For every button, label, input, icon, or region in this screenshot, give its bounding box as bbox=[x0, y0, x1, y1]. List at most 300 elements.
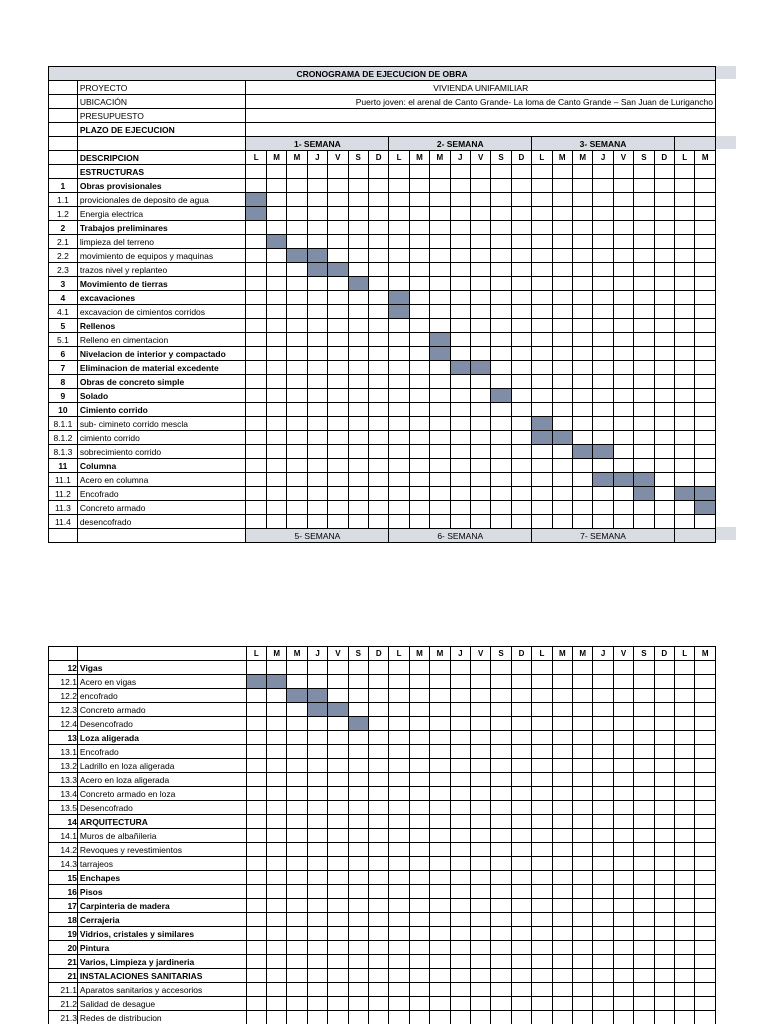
day-cell bbox=[674, 459, 694, 473]
task-description: ARQUITECTURA bbox=[77, 815, 246, 829]
day-cell bbox=[430, 361, 450, 375]
description-header: DESCRIPCION bbox=[77, 151, 246, 165]
day-cell bbox=[573, 927, 593, 941]
day-cell bbox=[532, 277, 552, 291]
day-cell bbox=[287, 787, 307, 801]
day-cell bbox=[368, 459, 388, 473]
day-cell bbox=[470, 473, 490, 487]
day-cell bbox=[593, 689, 613, 703]
day-cell bbox=[266, 487, 286, 501]
day-cell bbox=[654, 787, 674, 801]
day-cell bbox=[471, 885, 491, 899]
day-cell bbox=[654, 347, 674, 361]
day-cell bbox=[409, 319, 429, 333]
day-cell bbox=[287, 179, 307, 193]
day-cell bbox=[654, 983, 674, 997]
task-description: Concreto armado bbox=[77, 501, 246, 515]
day-cell bbox=[674, 871, 694, 885]
day-cell bbox=[246, 417, 266, 431]
day-cell bbox=[348, 745, 368, 759]
day-cell bbox=[266, 305, 286, 319]
day-cell bbox=[593, 165, 613, 179]
day-cell bbox=[307, 731, 327, 745]
day-cell bbox=[613, 745, 633, 759]
task-number: 8.1.3 bbox=[49, 445, 78, 459]
day-cell bbox=[287, 745, 307, 759]
task-number: 5.1 bbox=[49, 333, 78, 347]
task-row bbox=[49, 969, 716, 983]
day-cell bbox=[511, 375, 531, 389]
day-cell bbox=[674, 375, 694, 389]
day-cell bbox=[572, 515, 592, 529]
day-cell bbox=[369, 1011, 389, 1024]
day-cell bbox=[532, 787, 552, 801]
day-cell bbox=[368, 207, 388, 221]
day-cell bbox=[552, 745, 572, 759]
day-cell bbox=[409, 899, 429, 913]
task-number: 21.1 bbox=[49, 983, 78, 997]
day-cell bbox=[511, 661, 531, 675]
day-cell bbox=[287, 193, 307, 207]
task-row bbox=[49, 417, 716, 431]
day-cell bbox=[552, 843, 572, 857]
gantt-bar-cell bbox=[389, 305, 409, 319]
day-cell bbox=[430, 969, 450, 983]
day-cell bbox=[674, 829, 694, 843]
day-cell bbox=[654, 773, 674, 787]
day-cell bbox=[246, 501, 266, 515]
day-cell bbox=[307, 941, 327, 955]
day-cell bbox=[593, 885, 613, 899]
day-cell bbox=[328, 675, 348, 689]
gantt-bar-cell bbox=[634, 487, 654, 501]
day-cell bbox=[572, 473, 592, 487]
project-label: PROYECTO bbox=[77, 81, 246, 95]
title-row-overflow bbox=[716, 66, 736, 79]
day-cell bbox=[369, 731, 389, 745]
day-cell bbox=[674, 801, 694, 815]
day-cell bbox=[552, 885, 572, 899]
task-row bbox=[49, 1011, 716, 1024]
day-cell bbox=[552, 473, 572, 487]
week-3-header: 3- SEMANA bbox=[532, 137, 675, 151]
day-cell bbox=[654, 431, 674, 445]
day-cell bbox=[287, 983, 307, 997]
day-cell bbox=[613, 403, 633, 417]
day-cell bbox=[287, 235, 307, 249]
day-cell bbox=[389, 459, 409, 473]
day-cell bbox=[389, 843, 409, 857]
day-cell bbox=[532, 1011, 552, 1024]
day-cell bbox=[634, 459, 654, 473]
day-cell bbox=[348, 165, 368, 179]
day-cell bbox=[634, 899, 654, 913]
day-cell bbox=[409, 913, 429, 927]
day-cell bbox=[348, 361, 368, 375]
day-cell bbox=[532, 305, 552, 319]
day-cell bbox=[348, 445, 368, 459]
day-cell bbox=[593, 871, 613, 885]
day-cell bbox=[430, 473, 450, 487]
day-cell bbox=[409, 745, 429, 759]
day-cell bbox=[409, 731, 429, 745]
day-cell bbox=[450, 955, 470, 969]
day-cell bbox=[287, 815, 307, 829]
day-cell bbox=[430, 487, 450, 501]
day-cell bbox=[552, 703, 572, 717]
day-cell bbox=[491, 347, 511, 361]
day-cell bbox=[470, 249, 490, 263]
day-cell bbox=[552, 983, 572, 997]
day-cell bbox=[654, 487, 674, 501]
day-cell bbox=[430, 235, 450, 249]
task-description: provicionales de deposito de agua bbox=[77, 193, 246, 207]
bottom-day-18: V bbox=[613, 647, 633, 661]
day-cell bbox=[491, 235, 511, 249]
day-cell bbox=[593, 773, 613, 787]
day-cell bbox=[368, 277, 388, 291]
day-cell bbox=[491, 801, 511, 815]
day-cell bbox=[430, 759, 450, 773]
day-cell bbox=[389, 983, 409, 997]
day-cell bbox=[532, 675, 552, 689]
day-cell bbox=[409, 829, 429, 843]
day-cell bbox=[634, 913, 654, 927]
top-day-3: J bbox=[307, 151, 327, 165]
day-cell bbox=[389, 969, 409, 983]
day-cell bbox=[369, 913, 389, 927]
day-cell bbox=[634, 403, 654, 417]
day-cell bbox=[695, 661, 716, 675]
day-cell bbox=[471, 1011, 491, 1024]
day-cell bbox=[511, 207, 531, 221]
week-2-header: 2- SEMANA bbox=[389, 137, 532, 151]
day-cell bbox=[532, 941, 552, 955]
day-cell bbox=[552, 927, 572, 941]
task-number: 14.2 bbox=[49, 843, 78, 857]
top-day-2: M bbox=[287, 151, 307, 165]
day-cell bbox=[552, 319, 572, 333]
day-cell bbox=[450, 375, 470, 389]
day-cell bbox=[511, 703, 531, 717]
day-cell bbox=[695, 459, 716, 473]
day-cell bbox=[613, 375, 633, 389]
day-cell bbox=[654, 941, 674, 955]
day-cell bbox=[511, 857, 531, 871]
day-cell bbox=[552, 193, 572, 207]
day-cell bbox=[674, 235, 694, 249]
day-cell bbox=[532, 487, 552, 501]
day-cell bbox=[389, 913, 409, 927]
week-footer-extra bbox=[674, 529, 715, 543]
task-description: Acero en vigas bbox=[77, 675, 246, 689]
day-cell bbox=[368, 347, 388, 361]
day-cell bbox=[613, 235, 633, 249]
day-cell bbox=[287, 801, 307, 815]
day-cell bbox=[368, 403, 388, 417]
task-description: Columna bbox=[77, 459, 246, 473]
day-cell bbox=[471, 871, 491, 885]
day-cell bbox=[246, 843, 266, 857]
bottom-day-7: L bbox=[389, 647, 409, 661]
day-cell bbox=[409, 815, 429, 829]
day-cell bbox=[328, 661, 348, 675]
day-cell bbox=[450, 431, 470, 445]
day-cell bbox=[307, 857, 327, 871]
gantt-bar-cell bbox=[532, 417, 552, 431]
day-cell bbox=[593, 179, 613, 193]
day-cell bbox=[695, 473, 716, 487]
day-cell bbox=[491, 263, 511, 277]
day-cell bbox=[450, 675, 470, 689]
day-cell bbox=[409, 927, 429, 941]
day-cell bbox=[532, 235, 552, 249]
task-row bbox=[49, 473, 716, 487]
day-cell bbox=[674, 745, 694, 759]
day-cell bbox=[695, 675, 716, 689]
day-cell bbox=[532, 689, 552, 703]
day-cell bbox=[307, 843, 327, 857]
day-cell bbox=[674, 661, 694, 675]
day-cell bbox=[654, 829, 674, 843]
day-cell bbox=[593, 731, 613, 745]
day-cell bbox=[695, 249, 716, 263]
day-cell bbox=[491, 759, 511, 773]
day-cell bbox=[552, 1011, 572, 1024]
task-row bbox=[49, 305, 716, 319]
day-cell bbox=[613, 801, 633, 815]
day-cell bbox=[287, 773, 307, 787]
day-cell bbox=[532, 983, 552, 997]
day-cell bbox=[511, 885, 531, 899]
day-cell bbox=[471, 983, 491, 997]
day-cell bbox=[613, 661, 633, 675]
day-cell bbox=[593, 305, 613, 319]
day-cell bbox=[348, 983, 368, 997]
budget-label: PRESUPUESTO bbox=[77, 109, 246, 123]
day-cell bbox=[430, 787, 450, 801]
project-value: VIVIENDA UNIFAMILIAR bbox=[246, 81, 716, 95]
day-cell bbox=[369, 717, 389, 731]
day-cell bbox=[348, 263, 368, 277]
day-cell bbox=[430, 955, 450, 969]
day-cell bbox=[409, 361, 429, 375]
day-cell bbox=[572, 263, 592, 277]
day-cell bbox=[267, 773, 287, 787]
top-day-12: S bbox=[491, 151, 511, 165]
day-cell bbox=[634, 983, 654, 997]
day-cell bbox=[307, 361, 327, 375]
task-description: movimiento de equipos y maquinas bbox=[77, 249, 246, 263]
day-cell bbox=[348, 843, 368, 857]
day-cell bbox=[634, 787, 654, 801]
top-day-16: M bbox=[572, 151, 592, 165]
day-cell bbox=[674, 717, 694, 731]
task-description: Aparatos sanitarios y accesorios bbox=[77, 983, 246, 997]
day-cell bbox=[348, 731, 368, 745]
day-cell bbox=[266, 445, 286, 459]
day-cell bbox=[573, 1011, 593, 1024]
day-cell bbox=[593, 193, 613, 207]
day-cell bbox=[634, 927, 654, 941]
day-cell bbox=[430, 515, 450, 529]
day-cell bbox=[470, 459, 490, 473]
day-cell bbox=[511, 1011, 531, 1024]
day-cell bbox=[328, 333, 348, 347]
day-cell bbox=[246, 745, 266, 759]
day-cell bbox=[573, 829, 593, 843]
day-cell bbox=[634, 843, 654, 857]
day-cell bbox=[369, 885, 389, 899]
day-cell bbox=[389, 473, 409, 487]
week-footer-1: 6- SEMANA bbox=[389, 529, 532, 543]
day-cell bbox=[328, 445, 348, 459]
day-cell bbox=[471, 661, 491, 675]
day-cell bbox=[287, 319, 307, 333]
day-cell bbox=[511, 997, 531, 1011]
day-cell bbox=[593, 1011, 613, 1024]
task-description: Concreto armado bbox=[77, 703, 246, 717]
day-cell bbox=[593, 857, 613, 871]
task-row bbox=[49, 675, 716, 689]
day-cell bbox=[368, 221, 388, 235]
day-cell bbox=[328, 899, 348, 913]
day-cell bbox=[593, 745, 613, 759]
day-cell bbox=[511, 347, 531, 361]
day-cell bbox=[266, 221, 286, 235]
task-number: 21 bbox=[49, 969, 78, 983]
task-description: Vidrios, cristales y similares bbox=[77, 927, 246, 941]
task-row bbox=[49, 249, 716, 263]
day-cell bbox=[246, 871, 266, 885]
gantt-bar-cell bbox=[674, 487, 694, 501]
day-cell bbox=[348, 375, 368, 389]
day-cell bbox=[552, 913, 572, 927]
day-cell bbox=[532, 403, 552, 417]
day-cell bbox=[695, 263, 716, 277]
day-cell bbox=[348, 473, 368, 487]
task-row bbox=[49, 997, 716, 1011]
task-description: Pisos bbox=[77, 885, 246, 899]
day-cell bbox=[430, 997, 450, 1011]
gantt-bar-cell bbox=[246, 193, 266, 207]
day-cell bbox=[430, 689, 450, 703]
day-cell bbox=[695, 277, 716, 291]
day-cell bbox=[634, 941, 654, 955]
day-cell bbox=[348, 829, 368, 843]
day-cell bbox=[287, 857, 307, 871]
day-cell bbox=[246, 661, 266, 675]
day-cell bbox=[613, 731, 633, 745]
day-cell bbox=[409, 801, 429, 815]
day-cell bbox=[450, 263, 470, 277]
day-cell bbox=[368, 305, 388, 319]
day-cell bbox=[491, 221, 511, 235]
day-cell bbox=[634, 731, 654, 745]
day-cell bbox=[573, 871, 593, 885]
day-cell bbox=[532, 515, 552, 529]
gantt-bar-cell bbox=[430, 333, 450, 347]
day-cell bbox=[430, 871, 450, 885]
top-day-11: V bbox=[470, 151, 490, 165]
day-cell bbox=[450, 235, 470, 249]
day-cell bbox=[246, 389, 266, 403]
day-cell bbox=[674, 305, 694, 319]
day-cell bbox=[572, 319, 592, 333]
day-cell bbox=[430, 263, 450, 277]
day-cell bbox=[593, 815, 613, 829]
day-cell bbox=[654, 1011, 674, 1024]
day-cell bbox=[430, 165, 450, 179]
day-cell bbox=[430, 857, 450, 871]
day-cell bbox=[634, 207, 654, 221]
day-cell bbox=[368, 361, 388, 375]
day-cell bbox=[450, 305, 470, 319]
day-cell bbox=[307, 759, 327, 773]
day-cell bbox=[450, 389, 470, 403]
day-cell bbox=[328, 431, 348, 445]
day-cell bbox=[552, 221, 572, 235]
day-cell bbox=[267, 815, 287, 829]
day-cell bbox=[532, 459, 552, 473]
day-cell bbox=[674, 165, 694, 179]
task-row bbox=[49, 487, 716, 501]
day-cell bbox=[491, 969, 511, 983]
day-cell bbox=[470, 319, 490, 333]
day-cell bbox=[267, 829, 287, 843]
day-cell bbox=[532, 885, 552, 899]
day-cell bbox=[654, 333, 674, 347]
task-description: INSTALACIONES SANITARIAS bbox=[77, 969, 246, 983]
day-cell bbox=[674, 361, 694, 375]
day-cell bbox=[368, 501, 388, 515]
day-cell bbox=[470, 487, 490, 501]
top-day-9: M bbox=[430, 151, 450, 165]
day-cell bbox=[409, 661, 429, 675]
task-row bbox=[49, 319, 716, 333]
day-cell bbox=[369, 829, 389, 843]
day-cell bbox=[470, 291, 490, 305]
day-cell bbox=[328, 731, 348, 745]
day-cell bbox=[532, 899, 552, 913]
day-cell bbox=[409, 843, 429, 857]
day-cell bbox=[634, 997, 654, 1011]
day-cell bbox=[430, 431, 450, 445]
day-cell bbox=[511, 459, 531, 473]
day-cell bbox=[368, 431, 388, 445]
day-cell bbox=[307, 997, 327, 1011]
day-cell bbox=[328, 417, 348, 431]
task-row bbox=[49, 885, 716, 899]
day-cell bbox=[307, 221, 327, 235]
day-cell bbox=[572, 179, 592, 193]
day-cell bbox=[389, 815, 409, 829]
task-row bbox=[49, 829, 716, 843]
task-description: Varios, Limpieza y jardineria bbox=[77, 955, 246, 969]
day-cell bbox=[613, 221, 633, 235]
day-cell bbox=[409, 235, 429, 249]
day-cell bbox=[266, 389, 286, 403]
gantt-bar-cell bbox=[348, 277, 368, 291]
day-cell bbox=[348, 689, 368, 703]
bottom-day-22: M bbox=[695, 647, 716, 661]
day-cell bbox=[246, 333, 266, 347]
day-cell bbox=[287, 675, 307, 689]
week-footer-row bbox=[49, 529, 716, 543]
task-row bbox=[49, 403, 716, 417]
day-cell bbox=[511, 333, 531, 347]
day-cell bbox=[674, 501, 694, 515]
